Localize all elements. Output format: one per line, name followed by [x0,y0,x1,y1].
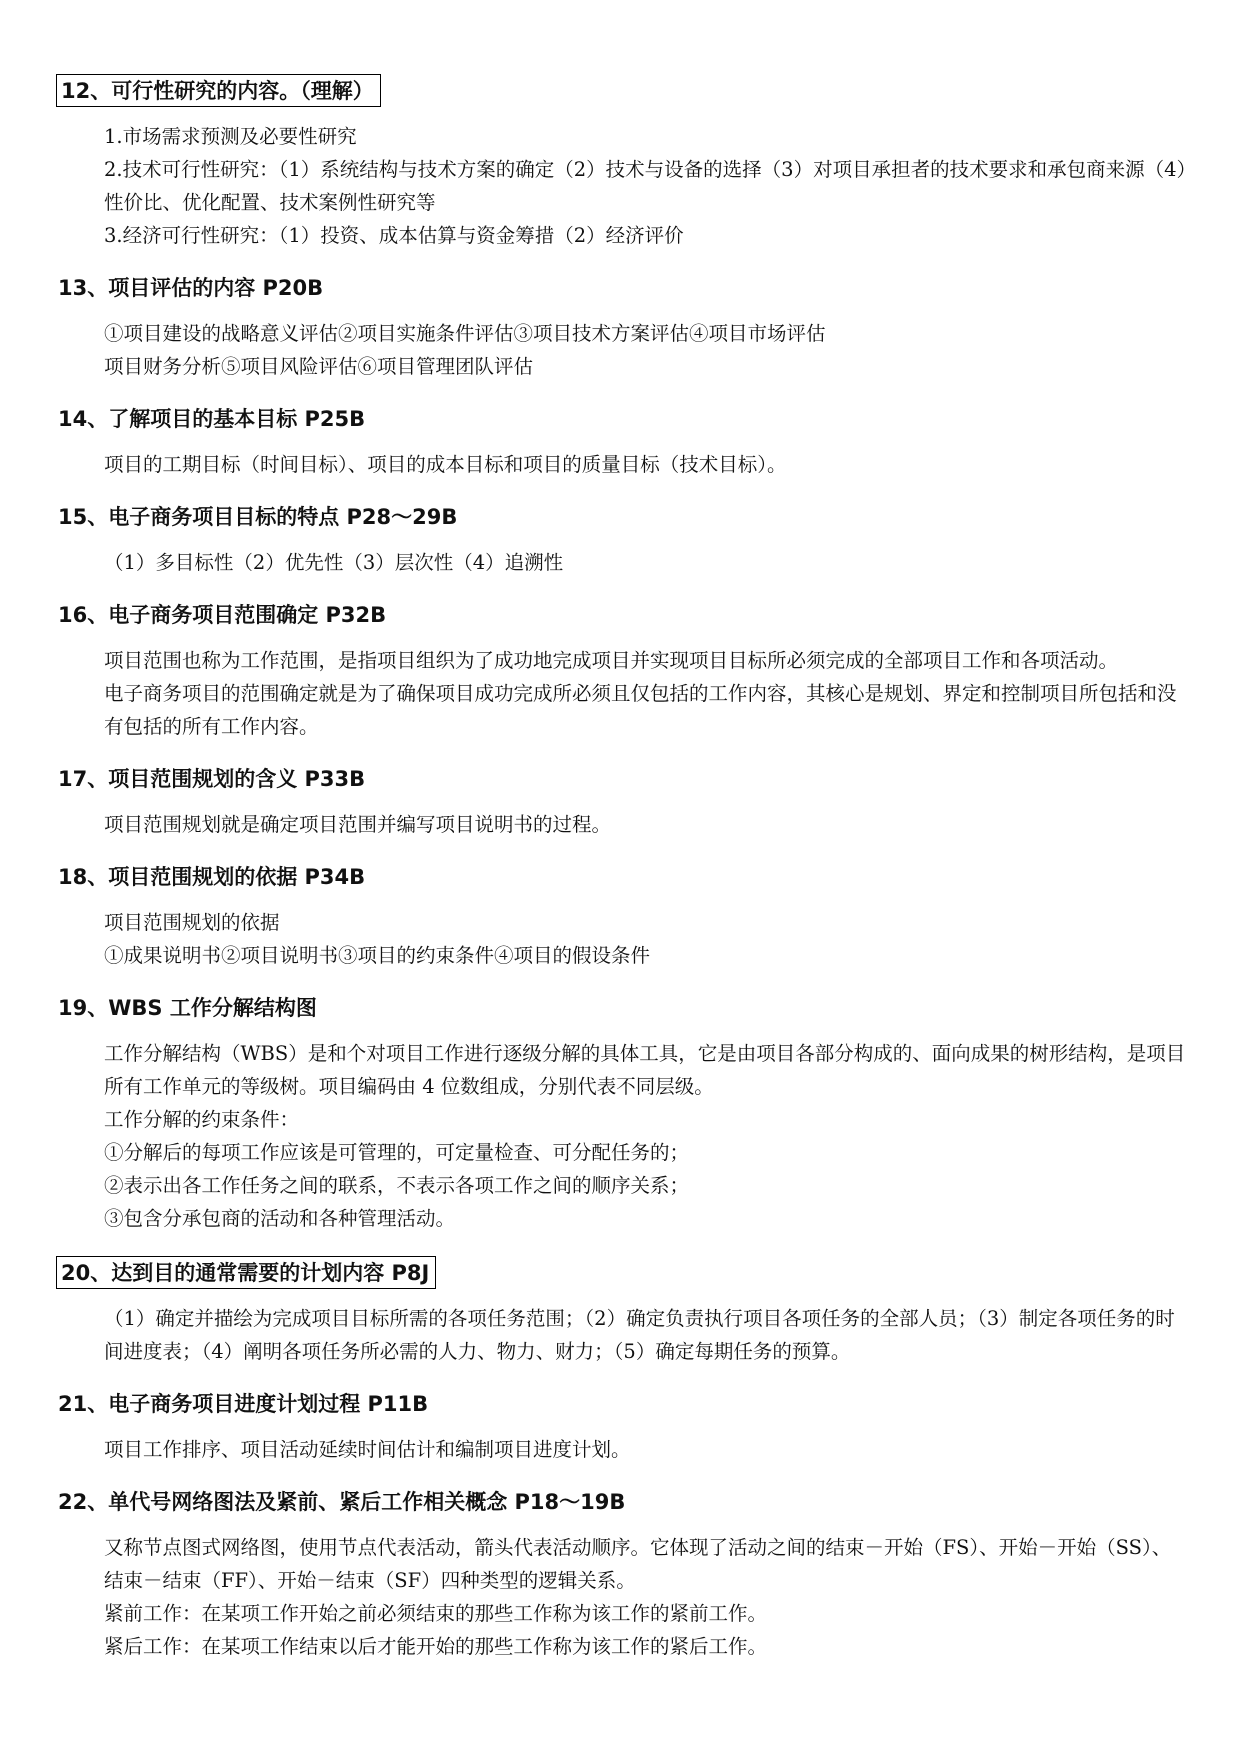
paragraph: 项目范围规划的依据 [104,911,280,934]
section-4 [58,502,1190,579]
section-body [104,317,1190,383]
section-heading: 22、单代号网络图法及紧前、紧后工作相关概念 P18～19B [58,1490,626,1514]
paragraph: 项目工作排序、项目活动延续时间估计和编制项目进度计划。 [104,1438,631,1461]
section-body [104,808,1190,841]
section-heading: 12、可行性研究的内容。（理解） [56,74,381,107]
section-body [104,1531,1190,1663]
section-body [104,448,1190,481]
paragraph: 2.技术可行性研究：（1）系统结构与技术方案的确定（2）技术与设备的选择（3）对项目承担者的技术要求和承包商来源（4）性价比、优化配置、技术案例性研究等 [104,158,1187,214]
section-heading: 20、达到目的通常需要的计划内容 P8J [56,1256,436,1289]
paragraph: （1）多目标性（2）优先性（3）层次性（4）追溯性 [104,551,564,574]
section-9 [58,1256,1190,1368]
paragraph: 工作分解的约束条件： [104,1108,300,1131]
paragraph: 项目财务分析⑤项目风险评估⑥项目管理团队评估 [104,355,534,378]
paragraph: 项目的工期目标（时间目标）、项目的成本目标和项目的质量目标（技术目标）。 [104,453,787,476]
section-heading: 21、电子商务项目进度计划过程 P11B [58,1392,429,1416]
section-body [104,546,1190,579]
section-2 [58,273,1190,383]
paragraph: 紧前工作：在某项工作开始之前必须结束的那些工作称为该工作的紧前工作。 [104,1602,768,1625]
section-body [104,120,1190,252]
section-7 [58,862,1190,972]
section-heading: 14、了解项目的基本目标 P25B [58,407,366,431]
section-3 [58,404,1190,481]
paragraph: 工作分解结构（WBS）是和个对项目工作进行逐级分解的具体工具，它是由项目各部分构成的、面向成果的树形结构，是项目所有工作单元的等级树。项目编码由 4 位数组成，分别代表不同层级。 [104,1042,1186,1098]
section-8 [58,993,1190,1235]
section-heading: 19、WBS 工作分解结构图 [58,996,317,1020]
section-heading: 13、项目评估的内容 P20B [58,276,324,300]
paragraph: ①分解后的每项工作应该是可管理的，可定量检查、可分配任务的； [104,1141,690,1164]
paragraph: ①项目建设的战略意义评估②项目实施条件评估③项目技术方案评估④项目市场评估 [104,322,826,345]
section-heading: 17、项目范围规划的含义 P33B [58,767,366,791]
paragraph: 3.经济可行性研究：（1）投资、成本估算与资金筹措（2）经济评价 [104,224,684,247]
section-body [104,644,1190,743]
section-heading: 15、电子商务项目目标的特点 P28～29B [58,505,458,529]
paragraph: ②表示出各工作任务之间的联系，不表示各项工作之间的顺序关系； [104,1174,690,1197]
section-heading: 18、项目范围规划的依据 P34B [58,865,366,889]
paragraph: 项目范围规划就是确定项目范围并编写项目说明书的过程。 [104,813,612,836]
section-body [104,1433,1190,1466]
section-1 [58,74,1190,252]
section-heading: 16、电子商务项目范围确定 P32B [58,603,387,627]
section-11 [58,1487,1190,1663]
document-page [58,74,1190,1684]
section-body [104,906,1190,972]
section-10 [58,1389,1190,1466]
paragraph: ③包含分承包商的活动和各种管理活动。 [104,1207,456,1230]
paragraph: ①成果说明书②项目说明书③项目的约束条件④项目的假设条件 [104,944,651,967]
section-5 [58,600,1190,743]
paragraph: 1.市场需求预测及必要性研究 [104,125,357,148]
section-body [104,1037,1190,1235]
paragraph: 项目范围也称为工作范围，是指项目组织为了成功地完成项目并实现项目目标所必须完成的全部项目工作和各项活动。 [104,649,1119,672]
paragraph: 又称节点图式网络图，使用节点代表活动，箭头代表活动顺序。它体现了活动之间的结束－开始（FS）、开始－开始（SS）、结束－结束（FF）、开始－结束（SF）四种类型的逻辑关系。 [104,1536,1172,1592]
paragraph: 电子商务项目的范围确定就是为了确保项目成功完成所必须且仅包括的工作内容，其核心是规划、界定和控制项目所包括和没有包括的所有工作内容。 [104,682,1177,738]
paragraph: 紧后工作：在某项工作结束以后才能开始的那些工作称为该工作的紧后工作。 [104,1635,768,1658]
section-body [104,1302,1190,1368]
paragraph: （1）确定并描绘为完成项目目标所需的各项任务范围；（2）确定负责执行项目各项任务的全部人员；（3）制定各项任务的时间进度表；（4）阐明各项任务所必需的人力、物力、财力；（5）确定每期任务的预算。 [104,1307,1175,1363]
section-6 [58,764,1190,841]
